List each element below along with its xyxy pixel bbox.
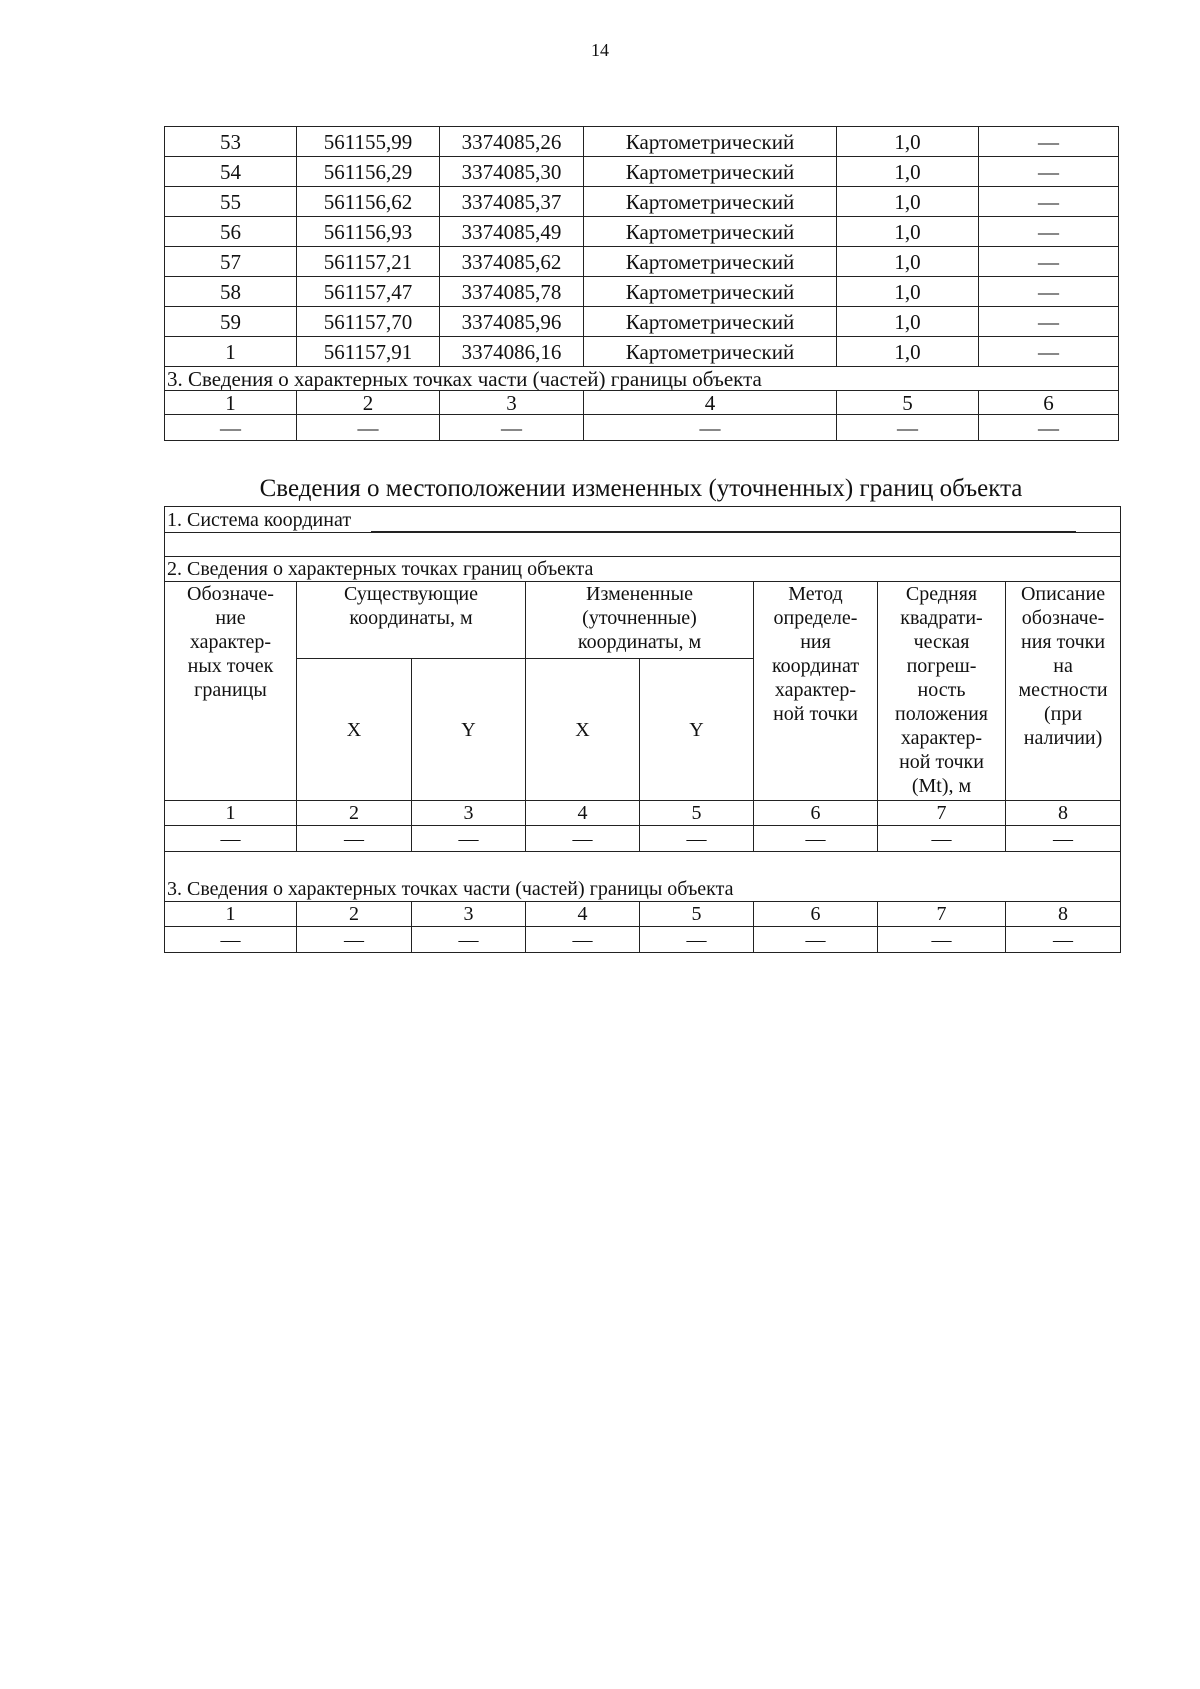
dash-cell: — bbox=[754, 826, 878, 852]
changed-boundaries-table bbox=[164, 506, 1121, 953]
description: — bbox=[979, 337, 1119, 367]
column-number: 5 bbox=[640, 902, 754, 927]
error: 1,0 bbox=[837, 277, 979, 307]
dash-cell: — bbox=[526, 826, 640, 852]
dash-cell: — bbox=[1006, 826, 1121, 852]
point-number: 53 bbox=[165, 127, 297, 157]
method: Картометрический bbox=[584, 277, 837, 307]
column-number: 4 bbox=[526, 801, 640, 826]
coord-y: 3374085,62 bbox=[440, 247, 584, 277]
dash-cell: — bbox=[640, 927, 754, 953]
dash-cell: — bbox=[165, 826, 297, 852]
column-number: 6 bbox=[754, 801, 878, 826]
table-row bbox=[165, 187, 1119, 217]
description: — bbox=[979, 247, 1119, 277]
dash-cell: — bbox=[837, 415, 979, 441]
error: 1,0 bbox=[837, 127, 979, 157]
header-changed-y: Y bbox=[640, 659, 754, 801]
dash-cell: — bbox=[878, 927, 1006, 953]
error: 1,0 bbox=[837, 187, 979, 217]
point-number: 1 bbox=[165, 337, 297, 367]
dash-cell: — bbox=[754, 927, 878, 953]
dash-cell: — bbox=[584, 415, 837, 441]
column-number: 3 bbox=[440, 391, 584, 415]
dash-cell: — bbox=[165, 927, 297, 953]
coord-x: 561157,91 bbox=[297, 337, 440, 367]
error: 1,0 bbox=[837, 247, 979, 277]
method: Картометрический bbox=[584, 127, 837, 157]
table-row bbox=[165, 157, 1119, 187]
section-row bbox=[165, 557, 1121, 582]
coord-x: 561157,70 bbox=[297, 307, 440, 337]
column-number: 6 bbox=[979, 391, 1119, 415]
coord-y: 3374085,37 bbox=[440, 187, 584, 217]
coord-x: 561155,99 bbox=[297, 127, 440, 157]
empty-data-row bbox=[165, 415, 1119, 441]
coord-system-blank-line bbox=[371, 513, 1076, 532]
page-number: 14 bbox=[591, 40, 609, 60]
coord-system-cell bbox=[165, 507, 1121, 533]
header-description: Описание обозначе- ния точки на местности (при наличии) bbox=[1006, 582, 1121, 801]
method: Картометрический bbox=[584, 187, 837, 217]
section-title: 3. Сведения о характерных точках части (частей) границы объекта bbox=[165, 367, 1119, 391]
dash-cell: — bbox=[979, 415, 1119, 441]
method: Картометрический bbox=[584, 337, 837, 367]
coord-x: 561156,93 bbox=[297, 217, 440, 247]
dash-cell: — bbox=[526, 927, 640, 953]
dash-cell: — bbox=[297, 415, 440, 441]
coord-system-label: 1. Система координат bbox=[167, 508, 352, 531]
column-number: 8 bbox=[1006, 801, 1121, 826]
column-number: 7 bbox=[878, 902, 1006, 927]
column-number: 2 bbox=[297, 391, 440, 415]
dash-cell: — bbox=[297, 826, 412, 852]
coord-y: 3374085,30 bbox=[440, 157, 584, 187]
column-numbers-row bbox=[165, 391, 1119, 415]
point-number: 57 bbox=[165, 247, 297, 277]
table-row bbox=[165, 307, 1119, 337]
column-numbers-row bbox=[165, 902, 1121, 927]
coord-y: 3374085,78 bbox=[440, 277, 584, 307]
header-designation: Обозначе- ние характер- ных точек границы bbox=[165, 582, 297, 801]
table-row bbox=[165, 217, 1119, 247]
dash-cell: — bbox=[297, 927, 412, 953]
point-number: 58 bbox=[165, 277, 297, 307]
dash-cell: — bbox=[640, 826, 754, 852]
column-number: 1 bbox=[165, 902, 297, 927]
coord-y: 3374086,16 bbox=[440, 337, 584, 367]
table-row bbox=[165, 337, 1119, 367]
blank-row bbox=[165, 533, 1121, 557]
column-number: 1 bbox=[165, 391, 297, 415]
header-changed-x: X bbox=[526, 659, 640, 801]
column-number: 3 bbox=[412, 902, 526, 927]
dash-cell: — bbox=[878, 826, 1006, 852]
table-row bbox=[165, 247, 1119, 277]
section-row bbox=[165, 852, 1121, 902]
coord-y: 3374085,96 bbox=[440, 307, 584, 337]
section-title: 3. Сведения о характерных точках части (частей) границы объекта bbox=[165, 852, 1121, 902]
section-heading: Сведения о местоположении измененных (уточненных) границ объекта bbox=[259, 475, 1023, 502]
coord-x: 561157,47 bbox=[297, 277, 440, 307]
error: 1,0 bbox=[837, 217, 979, 247]
error: 1,0 bbox=[837, 337, 979, 367]
column-number: 8 bbox=[1006, 902, 1121, 927]
description: — bbox=[979, 217, 1119, 247]
header-error: Средняя квадрати- ческая погреш- ность положения характер- ной точки (Mt), м bbox=[878, 582, 1006, 801]
method: Картометрический bbox=[584, 217, 837, 247]
header-existing-x: X bbox=[297, 659, 412, 801]
error: 1,0 bbox=[837, 307, 979, 337]
description: — bbox=[979, 157, 1119, 187]
description: — bbox=[979, 277, 1119, 307]
column-numbers-row bbox=[165, 801, 1121, 826]
coord-x: 561156,62 bbox=[297, 187, 440, 217]
method: Картометрический bbox=[584, 157, 837, 187]
header-existing: Существующие координаты, м bbox=[297, 582, 526, 659]
coord-x: 561157,21 bbox=[297, 247, 440, 277]
section-row bbox=[165, 367, 1119, 391]
point-number: 59 bbox=[165, 307, 297, 337]
method: Картометрический bbox=[584, 247, 837, 277]
header-changed: Измененные (уточненные) координаты, м bbox=[526, 582, 754, 659]
empty-data-row bbox=[165, 826, 1121, 852]
description: — bbox=[979, 187, 1119, 217]
boundary-points-table bbox=[164, 126, 1119, 441]
description: — bbox=[979, 127, 1119, 157]
point-number: 56 bbox=[165, 217, 297, 247]
column-number: 2 bbox=[297, 902, 412, 927]
column-number: 1 bbox=[165, 801, 297, 826]
column-number: 7 bbox=[878, 801, 1006, 826]
error: 1,0 bbox=[837, 157, 979, 187]
header-existing-y: Y bbox=[412, 659, 526, 801]
coord-x: 561156,29 bbox=[297, 157, 440, 187]
coord-y: 3374085,49 bbox=[440, 217, 584, 247]
point-number: 54 bbox=[165, 157, 297, 187]
column-number: 3 bbox=[412, 801, 526, 826]
column-number: 4 bbox=[526, 902, 640, 927]
header-method: Метод определе- ния координат характер- ной точки bbox=[754, 582, 878, 801]
section-title: 2. Сведения о характерных точках границ объекта bbox=[165, 557, 1121, 582]
column-number: 4 bbox=[584, 391, 837, 415]
dash-cell: — bbox=[412, 826, 526, 852]
coord-y: 3374085,26 bbox=[440, 127, 584, 157]
dash-cell: — bbox=[412, 927, 526, 953]
column-number: 2 bbox=[297, 801, 412, 826]
table-row bbox=[165, 277, 1119, 307]
description: — bbox=[979, 307, 1119, 337]
column-number: 5 bbox=[640, 801, 754, 826]
blank-cell bbox=[165, 533, 1121, 557]
empty-data-row bbox=[165, 927, 1121, 953]
method: Картометрический bbox=[584, 307, 837, 337]
dash-cell: — bbox=[165, 415, 297, 441]
column-number: 5 bbox=[837, 391, 979, 415]
point-number: 55 bbox=[165, 187, 297, 217]
column-number: 6 bbox=[754, 902, 878, 927]
header-row-top bbox=[165, 582, 1121, 659]
dash-cell: — bbox=[440, 415, 584, 441]
coord-system-row bbox=[165, 507, 1121, 533]
table-row bbox=[165, 127, 1119, 157]
dash-cell: — bbox=[1006, 927, 1121, 953]
